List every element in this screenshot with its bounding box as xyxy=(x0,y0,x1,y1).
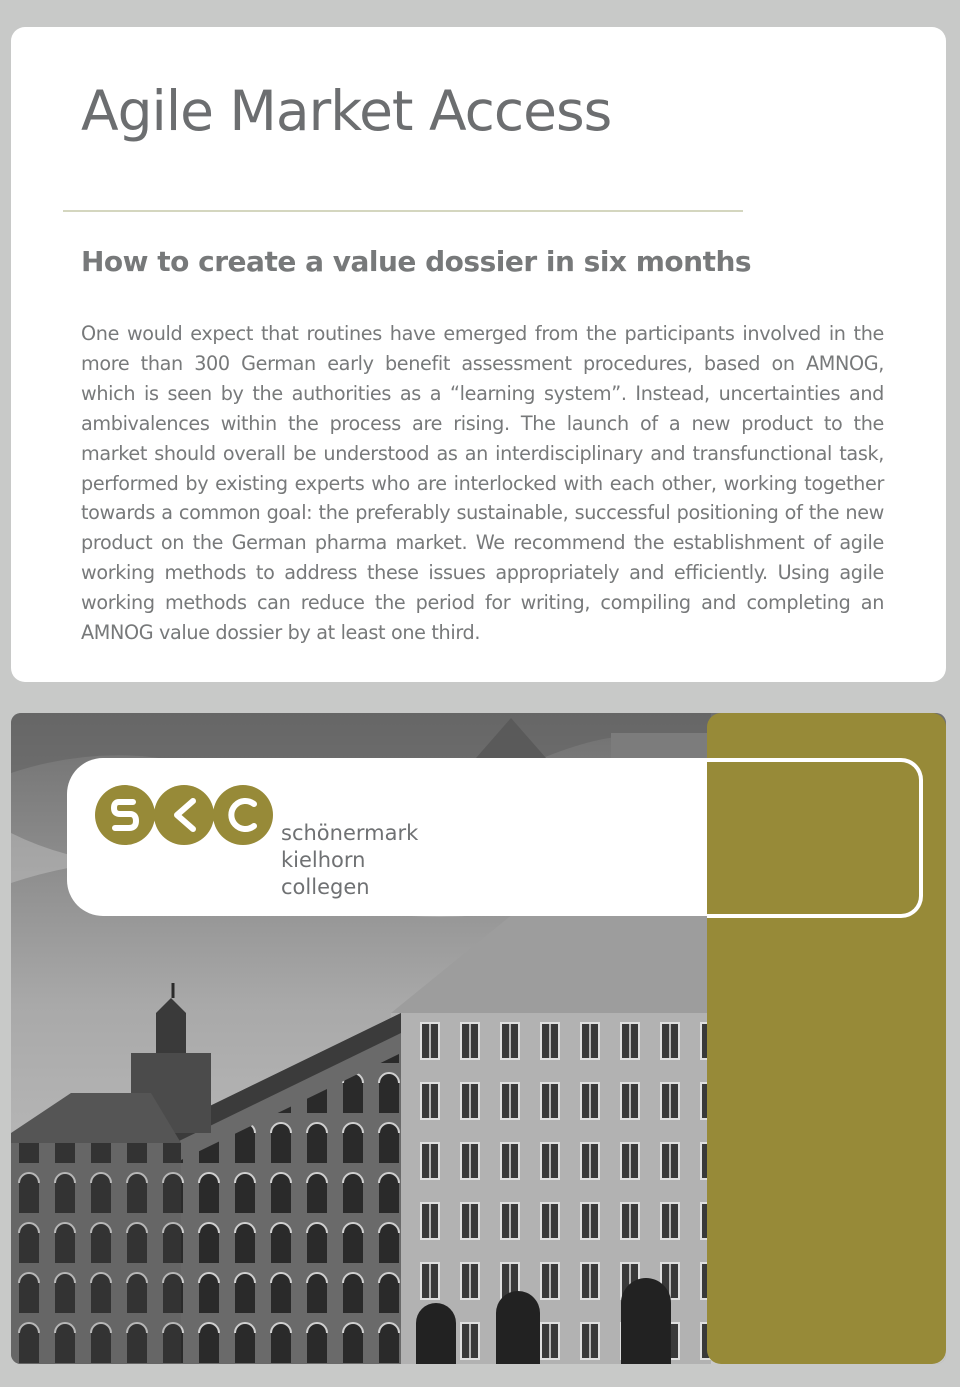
intro-card xyxy=(11,27,946,682)
page-title: Agile Market Access xyxy=(81,79,612,143)
brand-line-3: collegen xyxy=(281,875,370,899)
divider xyxy=(63,210,743,212)
body-paragraph: One would expect that routines have emerged from the participants involved in the more than 300 German early benefit assessment procedures, based on AMNOG, which is seen by the authorities as a “learning system”. Instead, uncertainties and ambivalences within the process are rising. The launch of a new product to the market should overall be understood as an interdisciplinary and transfunctional task, performed by existing experts who are interlocked with each other, working together towards a common goal: the preferably sustainable, successful positioning of the new product on the German pharma market. We recommend the establishment of agile working methods to address these issues appropriately and efficiently. Using agile working methods can reduce the period for writing, compiling and completing an AMNOG value dossier by at least one third. xyxy=(81,322,884,645)
subtitle: How to create a value dossier in six months xyxy=(81,245,752,278)
brand-name xyxy=(281,820,418,901)
brand-line-2: kielhorn xyxy=(281,848,366,872)
banner-frame xyxy=(707,758,923,918)
skc-logo-icon xyxy=(95,785,275,847)
brand-line-1: schönermark xyxy=(281,821,419,845)
